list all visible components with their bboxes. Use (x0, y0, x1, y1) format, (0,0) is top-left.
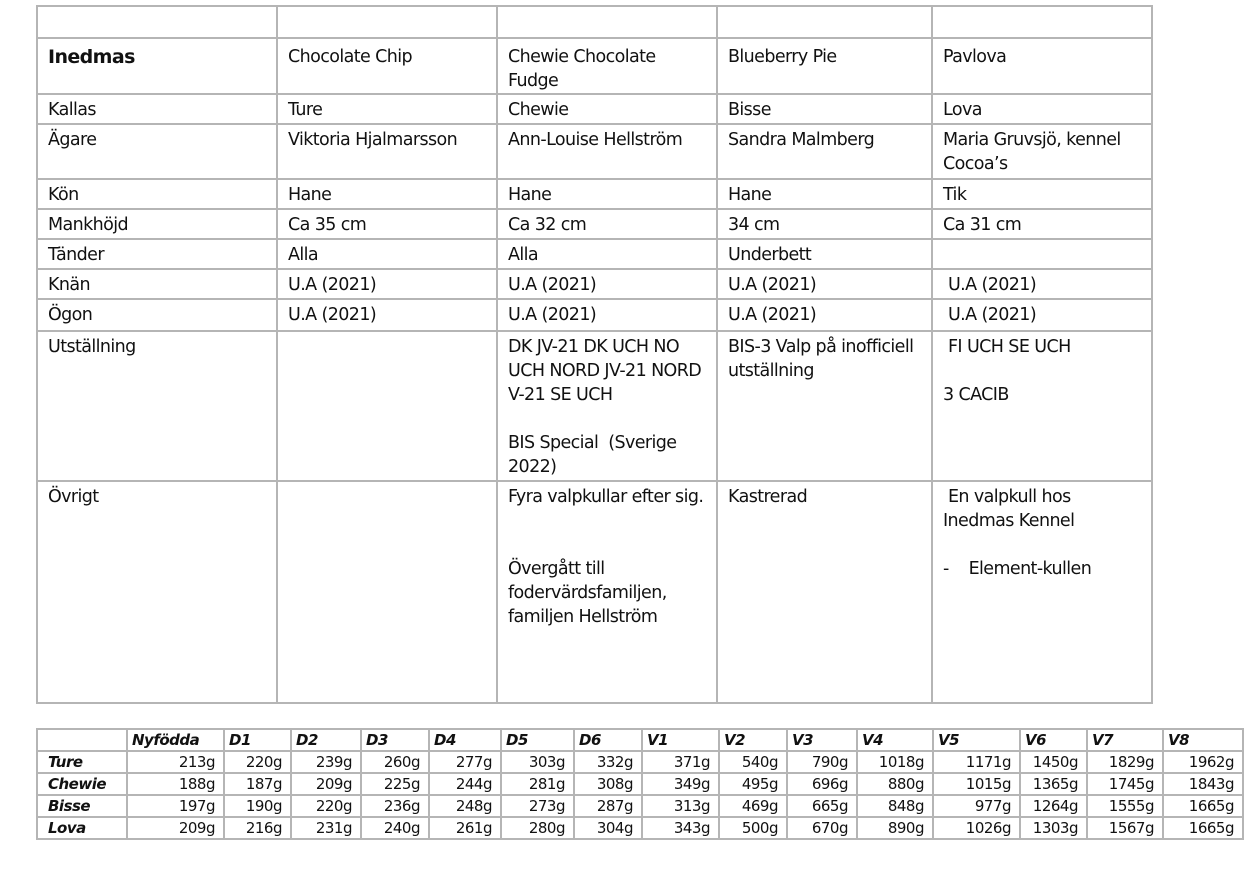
weight-value: 281g (501, 773, 574, 795)
column-header: V7 (1087, 729, 1163, 751)
row-label: Mankhöjd (37, 209, 277, 239)
weight-value: 500g (719, 817, 787, 839)
weight-value: 1665g (1163, 817, 1243, 839)
profile-cell (932, 94, 1152, 124)
weight-value: 670g (787, 817, 857, 839)
weight-value: 1303g (1020, 817, 1087, 839)
profile-cell (932, 179, 1152, 209)
dog-registered-name: Pavlova (932, 38, 1152, 94)
column-header (37, 729, 127, 751)
weight-value: 1365g (1020, 773, 1087, 795)
profile-cell (717, 269, 932, 299)
column-header: D3 (361, 729, 429, 751)
column-header: Nyfödda (127, 729, 224, 751)
column-header: V2 (719, 729, 787, 751)
profile-cell (497, 124, 717, 179)
weight-value: 244g (429, 773, 501, 795)
header-cell (717, 6, 932, 38)
profile-cell (277, 94, 497, 124)
weight-value: 240g (361, 817, 429, 839)
profile-row (37, 269, 1152, 299)
row-label: Kallas (37, 94, 277, 124)
cell-text: BIS Special (Sverige 2022) (508, 433, 682, 477)
profile-cell (277, 209, 497, 239)
profile-row (37, 124, 1152, 179)
profile-cell (717, 179, 932, 209)
cell-text: Tik (943, 185, 967, 205)
weight-row (37, 817, 1243, 839)
weight-value: 977g (933, 795, 1020, 817)
weight-value: 1264g (1020, 795, 1087, 817)
header-cell (37, 6, 277, 38)
profile-cell (497, 239, 717, 269)
weight-value: 469g (719, 795, 787, 817)
cell-text: U.A (2021) (728, 275, 817, 295)
weight-value: 209g (291, 773, 361, 795)
header-cell (277, 6, 497, 38)
weight-value: 220g (291, 795, 361, 817)
cell-text (508, 533, 706, 557)
cell-text (508, 509, 706, 533)
profile-row (37, 179, 1152, 209)
weight-value: 1665g (1163, 795, 1243, 817)
weight-value: 1171g (933, 751, 1020, 773)
profile-row (37, 481, 1152, 703)
row-label: Övrigt (37, 481, 277, 703)
cell-text: Alla (508, 245, 539, 265)
profile-cell (932, 269, 1152, 299)
weight-value: 790g (787, 751, 857, 773)
row-label: Utställning (37, 331, 277, 481)
profile-cell (717, 481, 932, 703)
weight-value: 848g (857, 795, 933, 817)
column-header: V5 (933, 729, 1020, 751)
cell-text: U.A (2021) (943, 305, 1037, 325)
weight-header-row (37, 729, 1243, 751)
profile-cell (717, 209, 932, 239)
weight-row (37, 795, 1243, 817)
row-label: Ägare (37, 124, 277, 179)
cell-text: DK JV-21 DK UCH NO UCH NORD JV-21 NORD V-21 SE UCH (508, 337, 707, 405)
column-header: V8 (1163, 729, 1243, 751)
weight-value: 696g (787, 773, 857, 795)
cell-text: Ann-Louise Hellström (508, 130, 683, 150)
profile-cell (932, 331, 1152, 481)
cell-text: U.A (2021) (943, 275, 1037, 295)
profile-cell (932, 481, 1152, 703)
cell-text: Sandra Malmberg (728, 130, 875, 150)
profile-cell (497, 179, 717, 209)
cell-text: Bisse (728, 100, 771, 120)
cell-text (508, 407, 706, 431)
weight-value: 1450g (1020, 751, 1087, 773)
profile-cell (932, 124, 1152, 179)
cell-text: Hane (728, 185, 772, 205)
cell-text: U.A (2021) (728, 305, 817, 325)
dog-profile-table (36, 5, 1153, 704)
weight-value: 304g (574, 817, 642, 839)
weight-table (36, 728, 1244, 840)
profile-cell (932, 299, 1152, 331)
cell-text (288, 485, 486, 509)
profile-cell (717, 331, 932, 481)
profile-cell (932, 239, 1152, 269)
weight-value: 1018g (857, 751, 933, 773)
weight-value: 225g (361, 773, 429, 795)
profile-cell (932, 209, 1152, 239)
cell-text: Underbett (728, 245, 812, 265)
weight-value: 236g (361, 795, 429, 817)
weight-value: 1015g (933, 773, 1020, 795)
profile-cell (277, 239, 497, 269)
cell-text: En valpkull hos Inedmas Kennel (943, 487, 1076, 531)
row-label: Kön (37, 179, 277, 209)
column-header: D2 (291, 729, 361, 751)
profile-cell (497, 94, 717, 124)
cell-text: Fyra valpkullar efter sig. (508, 487, 704, 507)
weight-value: 1843g (1163, 773, 1243, 795)
cell-text: Chewie (508, 100, 569, 120)
weight-value: 273g (501, 795, 574, 817)
profile-row (37, 331, 1152, 481)
weight-value: 248g (429, 795, 501, 817)
weight-value: 343g (642, 817, 719, 839)
dog-registered-name: Chewie Chocolate Fudge (497, 38, 717, 94)
column-header: D5 (501, 729, 574, 751)
profile-header-row (37, 6, 1152, 38)
weight-value: 261g (429, 817, 501, 839)
weight-value: 197g (127, 795, 224, 817)
cell-text (943, 243, 1141, 267)
weight-value: 1745g (1087, 773, 1163, 795)
header-cell (497, 6, 717, 38)
cell-text: Ture (288, 100, 323, 120)
weight-value: 187g (224, 773, 291, 795)
cell-text: Ca 32 cm (508, 215, 587, 235)
profile-cell (717, 94, 932, 124)
profile-cell (497, 299, 717, 331)
profile-cell (277, 124, 497, 179)
weight-value: 495g (719, 773, 787, 795)
weight-value: 303g (501, 751, 574, 773)
weight-row (37, 751, 1243, 773)
cell-text: Alla (288, 245, 319, 265)
column-header: V4 (857, 729, 933, 751)
cell-text: 34 cm (728, 215, 780, 235)
column-header: V6 (1020, 729, 1087, 751)
cell-text (943, 359, 1141, 383)
cell-text (288, 335, 486, 359)
profile-row (37, 299, 1152, 331)
column-header: V1 (642, 729, 719, 751)
weight-value: 371g (642, 751, 719, 773)
kennel-name: Inedmas (37, 38, 277, 94)
weight-value: 216g (224, 817, 291, 839)
weight-value: 308g (574, 773, 642, 795)
weight-value: 1829g (1087, 751, 1163, 773)
cell-text: FI UCH SE UCH (943, 337, 1071, 357)
cell-text: Maria Gruvsjö, kennel Cocoa’s (943, 130, 1126, 174)
profile-cell (277, 179, 497, 209)
weight-value: 260g (361, 751, 429, 773)
cell-text: Hane (508, 185, 552, 205)
column-header: V3 (787, 729, 857, 751)
weight-value: 239g (291, 751, 361, 773)
profile-title-row (37, 38, 1152, 94)
profile-cell (277, 299, 497, 331)
weight-value: 332g (574, 751, 642, 773)
cell-text: Ca 35 cm (288, 215, 367, 235)
profile-row (37, 94, 1152, 124)
dog-name: Lova (37, 817, 127, 839)
row-label: Ögon (37, 299, 277, 331)
profile-row (37, 239, 1152, 269)
profile-cell (277, 331, 497, 481)
cell-text: Viktoria Hjalmarsson (288, 130, 458, 150)
weight-value: 1026g (933, 817, 1020, 839)
weight-value: 209g (127, 817, 224, 839)
profile-cell (497, 209, 717, 239)
weight-value: 1962g (1163, 751, 1243, 773)
weight-value: 287g (574, 795, 642, 817)
profile-cell (497, 481, 717, 703)
dog-name: Bisse (37, 795, 127, 817)
header-cell (932, 6, 1152, 38)
weight-value: 880g (857, 773, 933, 795)
cell-text: Lova (943, 100, 982, 120)
profile-cell (277, 269, 497, 299)
cell-text: Ca 31 cm (943, 215, 1022, 235)
row-label: Tänder (37, 239, 277, 269)
cell-text (943, 533, 1141, 557)
profile-cell (497, 269, 717, 299)
weight-value: 1567g (1087, 817, 1163, 839)
cell-text: U.A (2021) (508, 305, 597, 325)
weight-value: 1555g (1087, 795, 1163, 817)
column-header: D4 (429, 729, 501, 751)
profile-cell (717, 124, 932, 179)
cell-text: U.A (2021) (508, 275, 597, 295)
cell-text: Övergått till fodervärdsfamiljen, familjen Hellström (508, 559, 672, 627)
cell-text: - Element-kullen (943, 559, 1092, 579)
weight-value: 665g (787, 795, 857, 817)
weight-value: 277g (429, 751, 501, 773)
dog-registered-name: Chocolate Chip (277, 38, 497, 94)
weight-value: 280g (501, 817, 574, 839)
weight-value: 890g (857, 817, 933, 839)
cell-text: U.A (2021) (288, 275, 377, 295)
profile-cell (717, 299, 932, 331)
column-header: D1 (224, 729, 291, 751)
dog-name: Ture (37, 751, 127, 773)
profile-cell (277, 481, 497, 703)
weight-value: 188g (127, 773, 224, 795)
cell-text: Hane (288, 185, 332, 205)
column-header: D6 (574, 729, 642, 751)
cell-text: U.A (2021) (288, 305, 377, 325)
profile-cell (497, 331, 717, 481)
row-label: Knän (37, 269, 277, 299)
dog-name: Chewie (37, 773, 127, 795)
dog-registered-name: Blueberry Pie (717, 38, 932, 94)
weight-row (37, 773, 1243, 795)
profile-cell (717, 239, 932, 269)
weight-value: 220g (224, 751, 291, 773)
weight-value: 313g (642, 795, 719, 817)
weight-value: 231g (291, 817, 361, 839)
cell-text: BIS-3 Valp på inofficiell utställning (728, 337, 919, 381)
weight-value: 349g (642, 773, 719, 795)
weight-value: 190g (224, 795, 291, 817)
cell-text: 3 CACIB (943, 385, 1009, 405)
profile-row (37, 209, 1152, 239)
cell-text: Kastrerad (728, 487, 808, 507)
weight-value: 540g (719, 751, 787, 773)
weight-value: 213g (127, 751, 224, 773)
